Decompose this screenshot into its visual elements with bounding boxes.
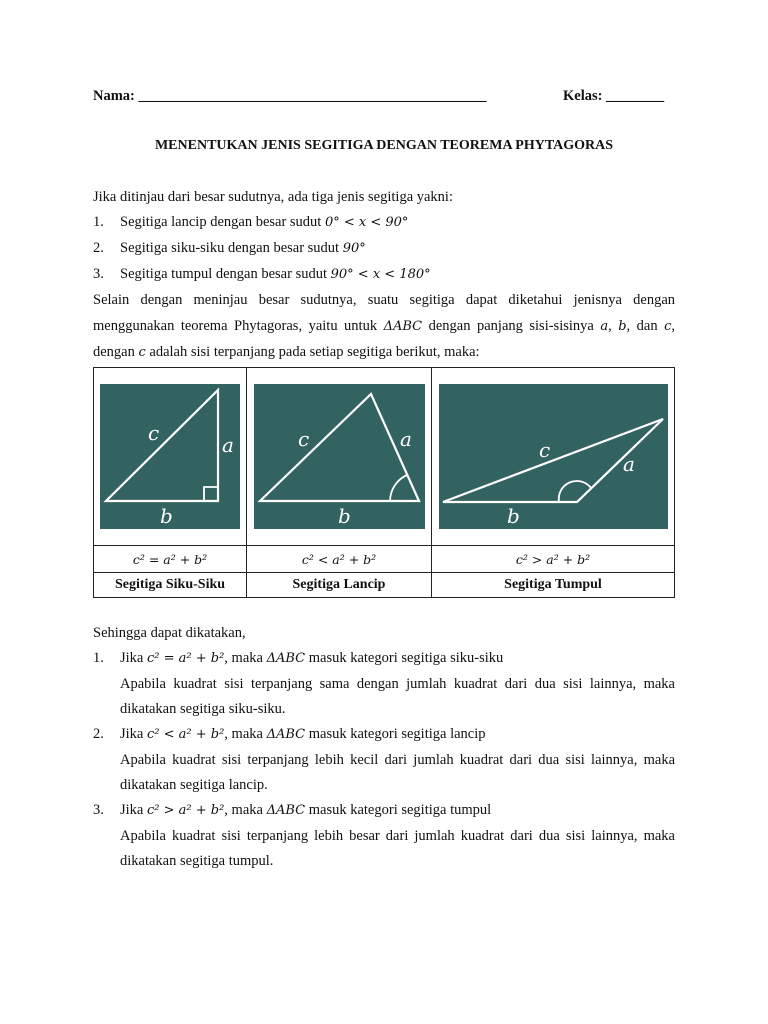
right-triangle-figure [100, 384, 240, 529]
math-expression: 90° [342, 241, 366, 256]
text-span: Jika [120, 726, 147, 742]
list-number: 2. [93, 240, 104, 256]
figure-cell [94, 368, 247, 546]
math-expression: b [618, 319, 627, 334]
text-span: , maka [224, 650, 267, 666]
side-label-a: a [622, 452, 635, 476]
name-field-label: Nama: ________________________________________________ [93, 88, 487, 104]
side-label-a: a [399, 427, 412, 451]
explanation-line: Apabila kuadrat sisi terpanjang lebih kecil dari jumlah kuadrat dari dua sisi lainnya, maka [120, 752, 675, 768]
math-expression: ΔABC [266, 651, 306, 666]
text-span: masuk kategori segitiga siku-siku [305, 650, 504, 666]
angle-type-item [93, 238, 675, 258]
side-label-c: c [148, 421, 160, 445]
figure-row [94, 368, 675, 546]
angle-type-item [93, 264, 675, 284]
conclusion-item [93, 800, 675, 820]
math-expression: c² > a² + b² [146, 803, 225, 818]
text-span: adalah sisi terpanjang pada setiap segitiga berikut, maka: [145, 344, 480, 360]
text-span: menggunakan teorema Phytagoras, yaitu untuk [93, 318, 384, 334]
formula-cell: c² < a² + b² [247, 546, 432, 573]
text-span: , [671, 318, 676, 334]
text-span: , maka [224, 726, 267, 742]
list-text: Segitiga tumpul dengan besar sudut [120, 266, 331, 282]
side-label-b: b [337, 504, 351, 528]
math-expression: ΔABC [266, 803, 306, 818]
paragraph-line: Selain dengan meninjau besar sudutnya, suatu segitiga dapat diketahui jenisnya dengan [93, 292, 675, 308]
formula-cell: c² > a² + b² [432, 546, 675, 573]
figure-cell [247, 368, 432, 546]
explanation-line: dikatakan segitiga lancip. [120, 777, 268, 793]
header-row [93, 88, 673, 108]
math-expression: 0° < x < 90° [324, 215, 409, 230]
text-span: dengan [93, 344, 139, 360]
text-span: , [608, 318, 619, 334]
conclusion-item [93, 648, 675, 668]
math-expression: c [138, 345, 146, 360]
side-label-b: b [160, 504, 173, 528]
conclusion-intro: Sehingga dapat dikatakan, [93, 625, 246, 641]
explanation-line: dikatakan segitiga siku-siku. [120, 701, 286, 717]
obtuse-triangle-figure [439, 384, 668, 529]
paragraph-line [93, 342, 675, 363]
angle-type-item [93, 212, 675, 232]
triangle-table [93, 367, 675, 598]
triangle-name-cell: Segitiga Siku-Siku [94, 573, 247, 598]
side-label-b: b [506, 504, 520, 528]
explanation-line: dikatakan segitiga tumpul. [120, 853, 274, 869]
formula-row [94, 546, 675, 573]
list-number: 1. [93, 650, 104, 666]
list-number: 1. [93, 214, 104, 230]
text-span: Jika [120, 802, 147, 818]
triangle-name-cell: Segitiga Tumpul [432, 573, 675, 598]
list-text: Segitiga lancip dengan besar sudut [120, 214, 325, 230]
conclusion-item [93, 724, 675, 744]
list-number: 3. [93, 802, 104, 818]
page-title: MENENTUKAN JENIS SEGITIGA DENGAN TEOREMA PHYTAGORAS [154, 138, 614, 153]
math-expression: 90° < x < 180° [330, 267, 431, 282]
triangle-name-row [94, 573, 675, 598]
math-expression: c² < a² + b² [146, 727, 225, 742]
text-span: , dan [626, 318, 665, 334]
math-expression: c² = a² + b² [146, 651, 225, 666]
list-number: 3. [93, 266, 104, 282]
side-label-a: a [222, 433, 234, 457]
explanation-line: Apabila kuadrat sisi terpanjang sama dengan jumlah kuadrat dari dua sisi lainnya, maka [120, 676, 675, 692]
math-expression: ΔABC [266, 727, 306, 742]
math-expression: c [664, 319, 672, 334]
side-label-c: c [297, 427, 309, 451]
text-span: , maka [224, 802, 267, 818]
side-label-c: c [538, 438, 550, 462]
text-span: masuk kategori segitiga tumpul [305, 802, 492, 818]
text-span: masuk kategori segitiga lancip [305, 726, 486, 742]
math-expression: a [600, 319, 609, 334]
text-span: Jika [120, 650, 147, 666]
intro-text: Jika ditinjau dari besar sudutnya, ada tiga jenis segitiga yakni: [93, 189, 453, 205]
triangle-name-cell: Segitiga Lancip [247, 573, 432, 598]
figure-cell [432, 368, 675, 546]
formula-cell: c² = a² + b² [94, 546, 247, 573]
list-text: Segitiga siku-siku dengan besar sudut [120, 240, 343, 256]
explanation-line: Apabila kuadrat sisi terpanjang lebih besar dari jumlah kuadrat dari dua sisi lainnya, maka [120, 828, 675, 844]
class-field-label: Kelas: ________ [563, 88, 665, 104]
acute-triangle-figure [254, 384, 425, 529]
list-number: 2. [93, 726, 104, 742]
text-span: dengan panjang sisi-sisinya [422, 318, 601, 334]
math-expression: ΔABC [383, 319, 423, 334]
paragraph-line [93, 316, 675, 337]
